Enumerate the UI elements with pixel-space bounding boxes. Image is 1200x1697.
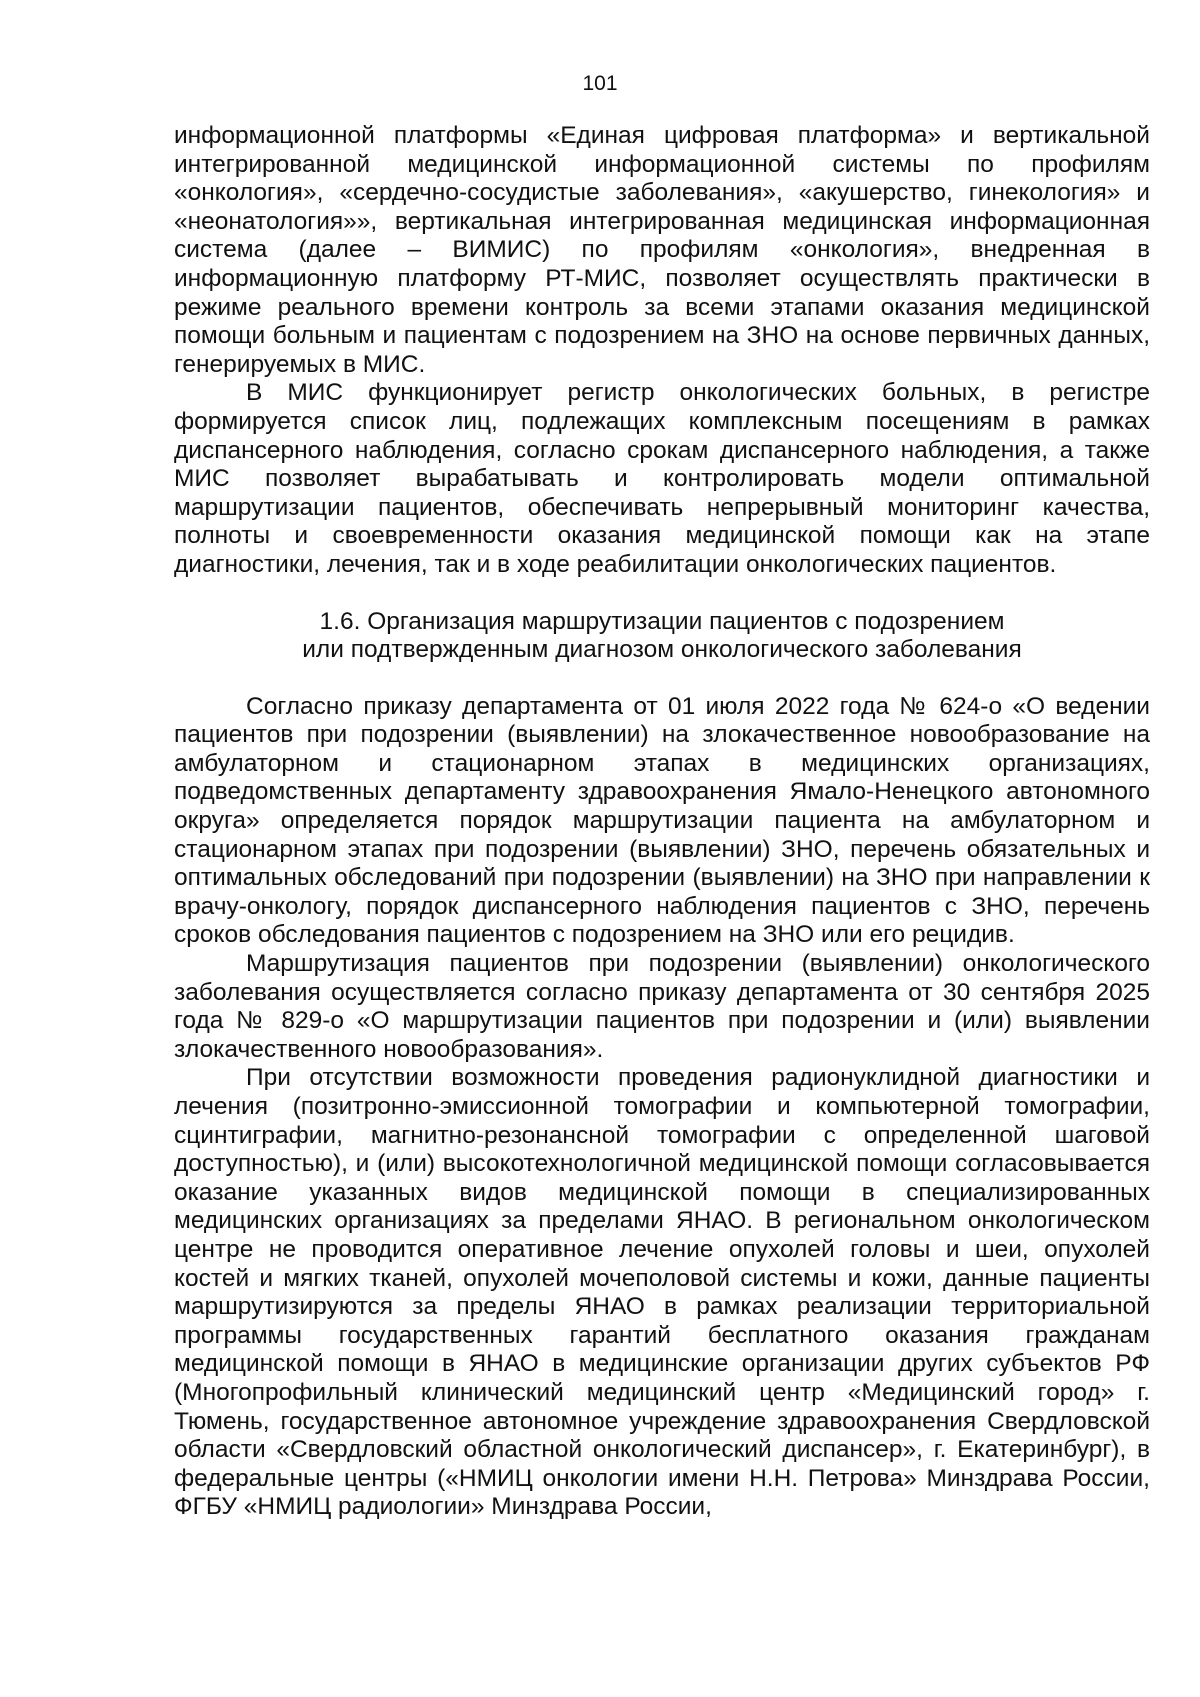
section-heading-line-2: или подтвержденным диагнозом онкологического заболевания (302, 636, 1022, 664)
page-number: 101 (582, 72, 618, 95)
document-body (174, 122, 1150, 1522)
section-heading (174, 608, 1150, 665)
section-heading-line-1: 1.6. Организация маршрутизации пациентов с подозрением (319, 607, 1005, 635)
paragraph-order-829: Маршрутизация пациентов при подозрении (выявлении) онкологического заболевания осуществляется согласно приказу департамента от 30 сентября 2025 года № 829-о «О маршрутизации пациентов при подозрении и (или) выявлении злокачественного новообразования». (174, 950, 1150, 1063)
paragraph-order-624: Согласно приказу департамента от 01 июля 2022 года № 624-о «О ведении пациентов при подозрении (выявлении) на злокачественное новообразование на амбулаторном и стационарном этапах в медицинских организациях, подведомственных департаменту здравоохранения Ямало-Ненецкого автономного округа» определяется порядок маршрутизации пациента на амбулаторном и стационарном этапах при подозрении (выявлении) ЗНО, перечень обязательных и оптимальных обследований при подозрении (выявлении) на ЗНО при направлении к врачу-онкологу, порядок диспансерного наблюдения пациентов с ЗНО, перечень сроков обследования пациентов с подозрением на ЗНО или его рецидив. (174, 692, 1150, 949)
paragraph-continuation: информационной платформы «Единая цифровая платформа» и вертикальной интегрированной медицинской информационной системы по профилям «онкология», «сердечно-сосудистые заболевания», «акушерство, гинекология» и «неонатология»», вертикальная интегрированная медицинская информационная система (далее – ВИМИС) по профилям «онкология», внедренная в информационную платформу РТ-МИС, позволяет осуществлять практически в режиме реального времени контроль за всеми этапами оказания медицинской помощи больным и пациентам с подозрением на ЗНО на основе первичных данных, генерируемых в МИС. (174, 122, 1150, 378)
paragraph-mis-registry: В МИС функционирует регистр онкологических больных, в регистре формируется список лиц, подлежащих комплексным посещениям в рамках диспансерного наблюдения, согласно срокам диспансерного наблюдения, а также МИС позволяет вырабатывать и контролировать модели оптимальной маршрутизации пациентов, обеспечивать непрерывный мониторинг качества, полноты и своевременности оказания медицинской помощи как на этапе диагностики, лечения, так и в ходе реабилитации онкологических пациентов. (174, 379, 1150, 578)
paragraph-external-routing: При отсутствии возможности проведения радионуклидной диагностики и лечения (позитронно-эмиссионной томографии и компьютерной томографии, сцинтиграфии, магнитно-резонансной томографии с определенной шаговой доступностью), и (или) высокотехнологичной медицинской помощи согласовывается оказание указанных видов медицинской помощи в специализированных медицинских организациях за пределами ЯНАО. В региональном онкологическом центре не проводится оперативное лечение опухолей головы и шеи, опухолей костей и мягких тканей, опухолей мочеполовой системы и кожи, данные пациенты маршрутизируются за пределы ЯНАО в рамках реализации территориальной программы государственных гарантий бесплатного оказания гражданам медицинской помощи в ЯНАО в медицинские организации других субъектов РФ (Многопрофильный клинический медицинский центр «Медицинский город» г. Тюмень, государственное автономное учреждение здравоохранения Свердловской области «Свердловский областной онкологический диспансер», г. Екатеринбург), в федеральные центры («НМИЦ онкологии имени Н.Н. Петрова» Минздрава России, ФГБУ «НМИЦ радиологии» Минздрава России, (174, 1064, 1150, 1521)
